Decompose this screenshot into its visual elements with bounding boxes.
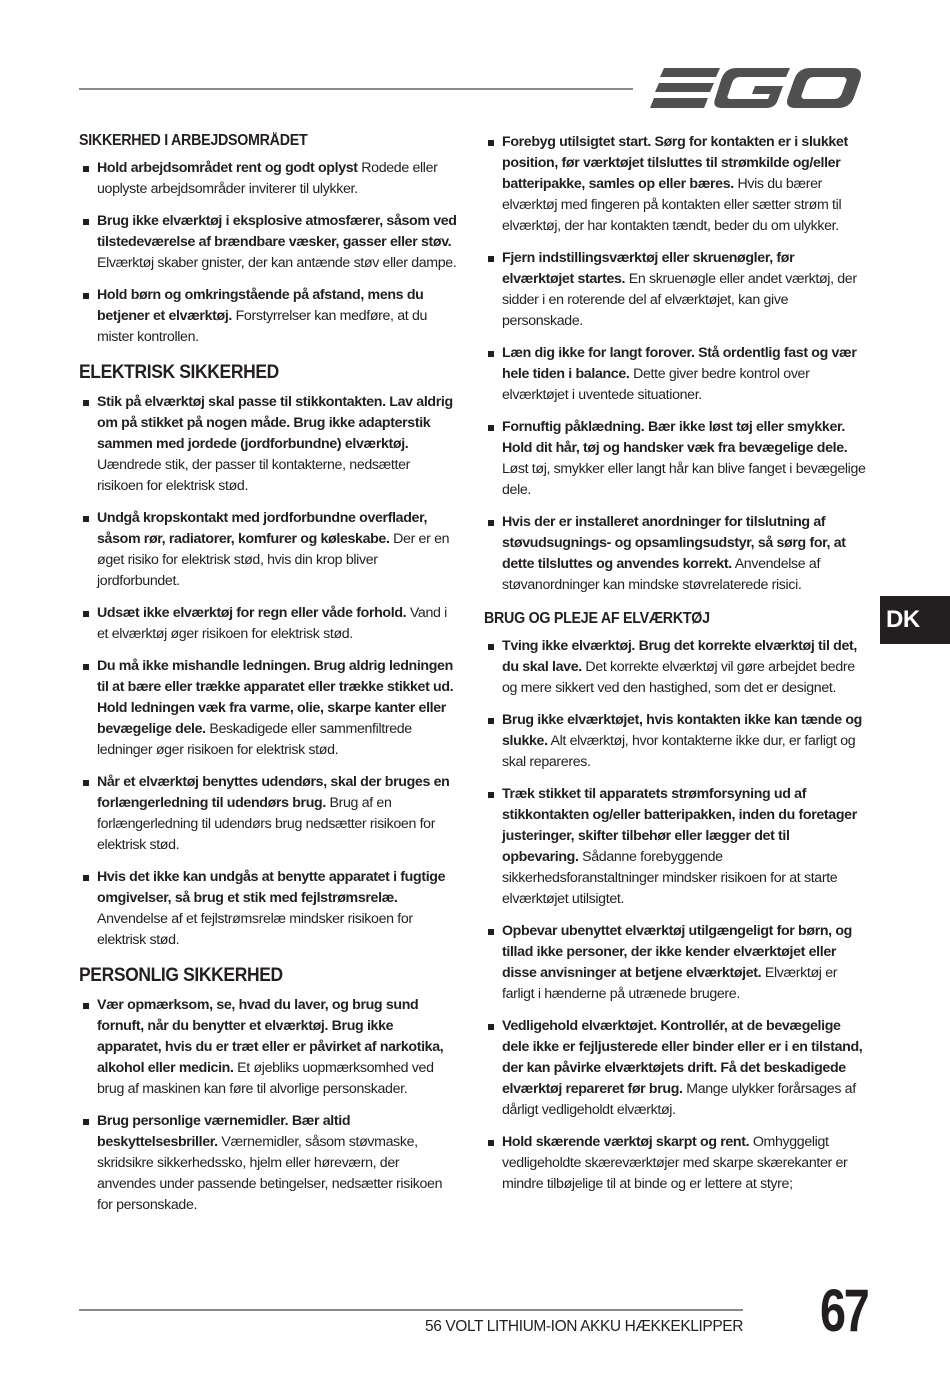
item-bold: Forebyg utilsigtet start. Sørg for kontakten er i slukket position, før værktøjet tilsluttes til strømkilde og/eller batteripakke, samles op eller bæres. — [502, 134, 848, 192]
item-text: Værnemidler, såsom støvmaske, skridsikre sikkerhedssko, hjelm eller høreværn, der anvendes under passende betingelser, nedsætter risikoen for personskade. — [97, 1134, 443, 1213]
item-bold: Når et elværktøj benyttes udendørs, skal der bruges en forlængerledning til udendørs brug. — [97, 774, 450, 811]
item-bold: Hold arbejdsområdet rent og godt oplyst — [97, 160, 358, 176]
item-bold: Hvis det ikke kan undgås at benytte apparatet i fugtige omgivelser, så brug et stik med fejlstrømsrelæ. — [97, 869, 446, 906]
item-bold: Brug personlige værnemidler. Bær altid beskyttelsesbriller. — [97, 1113, 351, 1150]
item-text: Omhyggeligt vedligeholdte skæreværktøjer med skarpe skærekanter er mindre tilbøjelige til at binde og er lettere at styre; — [502, 1134, 848, 1192]
item-bold: Brug ikke elværktøj i eksplosive atmosfærer, såsom ved tilstedeværelse af brændbare væsker, gasser eller støv. — [97, 213, 457, 250]
item-text: Det korrekte elværktøj vil gøre arbejdet bedre og mere sikkert ved den hastighed, som det er designet. — [502, 659, 855, 696]
list-item — [484, 512, 866, 596]
item-bold: Træk stikket til apparatets strømforsyning ud af stikkontakten og/eller batteripakken, inden du foretager justeringer, skifter tilbehør eller lægger det til opbevaring. — [502, 786, 857, 865]
electrical-list — [79, 392, 459, 951]
ego-logo — [650, 64, 862, 112]
item-text: Alt elværktøj, hvor kontakterne ikke dur, er farligt og skal repareres. — [502, 733, 856, 770]
list-item — [484, 248, 866, 332]
list-item — [79, 392, 459, 497]
item-bold: Hvis der er installeret anordninger for tilslutning af støvudsugnings- og opsamlingsudstyr, så sørg for, at dette tilsluttes og anvendes korrekt. — [502, 514, 846, 572]
item-bold: Hold skærende værktøj skarpt og rent. — [502, 1134, 750, 1150]
list-item — [484, 343, 866, 406]
list-item — [484, 784, 866, 910]
item-text: Elværktøj er farligt i hænderne på utrænede brugere. — [502, 965, 838, 1002]
section-heading-electrical: ELEKTRISK SIKKERHED — [79, 362, 279, 383]
item-bold: Opbevar ubenyttet elværktøj utilgængeligt for børn, og tillad ikke personer, der ikke kender elværktøjet eller disse anvisninger at betjene elværktøjet. — [502, 923, 852, 981]
item-text: Elværktøj skaber gnister, der kan antænde støv eller dampe. — [97, 255, 457, 271]
item-bold: Du må ikke mishandle ledningen. Brug aldrig ledningen til at bære eller trække apparatet eller trække stikket ud. Hold ledningen væk fra varme, olie, skarpe kanter eller bevægelige dele. — [97, 658, 454, 737]
item-text: Dette giver bedre kontrol over elværktøjet i uventede situationer. — [502, 366, 810, 403]
list-item — [79, 656, 459, 761]
header-rule — [79, 88, 633, 90]
list-item — [79, 867, 459, 951]
item-text: Anvendelse af et fejlstrømsrelæ mindsker risikoen for elektrisk stød. — [97, 911, 413, 948]
item-text: Et øjebliks uopmærksomhed ved brug af maskinen kan føre til alvorlige personskader. — [97, 1060, 434, 1097]
item-text: Hvis du bærer elværktøj med fingeren på kontakten eller sætter strøm til elværktøj, der har kontakten tændt, beder du om ulykker. — [502, 176, 842, 234]
list-item — [79, 995, 459, 1100]
item-text: Uændrede stik, der passer til kontakterne, nedsætter risikoen for elektrisk stød. — [97, 457, 411, 494]
list-item — [79, 772, 459, 856]
item-bold: Fornuftig påklædning. Bær ikke løst tøj eller smykker. Hold dit hår, tøj og handsker væk fra bevægelige dele. — [502, 419, 848, 456]
item-bold: Fjern indstillingsværktøj eller skruenøgler, før elværktøjet startes. — [502, 250, 795, 287]
list-item — [484, 1016, 866, 1121]
personal-list — [79, 995, 459, 1216]
page-number: 67 — [820, 1277, 868, 1344]
item-text: Sådanne forebyggende sikkerhedsforanstaltninger mindsker risikoen for at starte elværktøjet utilsigtet. — [502, 849, 838, 907]
item-text: Anvendelse af støvanordninger kan mindske støvrelaterede risici. — [502, 556, 821, 593]
work-area-list — [79, 158, 459, 348]
item-bold: Vedligehold elværktøjet. Kontrollér, at de bevægelige dele ikke er fejljusterede eller binder eller er i en tilstand, der kan påvirke elværktøjets drift. Få det beskadigede elværktøj repareret før brug. — [502, 1018, 863, 1097]
item-bold: Tving ikke elværktøj. Brug det korrekte elværktøj til det, du skal lave. — [502, 638, 857, 675]
item-text: Rodede eller uoplyste arbejdsområder inviterer til ulykker. — [97, 160, 438, 197]
footer-title: 56 VOLT LITHIUM-ION AKKU HÆKKEKLIPPER — [425, 1318, 743, 1335]
item-bold: Udsæt ikke elværktøj for regn eller våde forhold. — [97, 605, 407, 621]
item-bold: Stik på elværktøj skal passe til stikkontakten. Lav aldrig om på stikket på nogen måde. Brug ikke adapterstik sammen med jordede (jordforbundne) elværktøj. — [97, 394, 453, 452]
item-text: Beskadigede eller sammenfiltrede ledninger øger risikoen for elektrisk stød. — [97, 721, 412, 758]
list-item — [484, 710, 866, 773]
item-bold: Brug ikke elværktøjet, hvis kontakten ikke kan tænde og slukke. — [502, 712, 862, 749]
item-text: Der er en øget risiko for elektrisk stød, hvis din krop bliver jordforbundet. — [97, 531, 450, 589]
list-item — [484, 1132, 866, 1195]
item-bold: Læn dig ikke for langt forover. Stå ordentlig fast og vær hele tiden i balance. — [502, 345, 857, 382]
list-item — [484, 132, 866, 237]
item-bold: Hold børn og omkringstående på afstand, mens du betjener et elværktøj. — [97, 287, 424, 324]
list-item — [79, 158, 459, 200]
section-heading-personal: PERSONLIG SIKKERHED — [79, 965, 283, 986]
list-item — [484, 921, 866, 1005]
list-item — [79, 603, 459, 645]
left-column — [79, 132, 459, 1230]
list-item — [79, 508, 459, 592]
personal-list-continued — [484, 132, 866, 596]
section-heading-tool-care: BRUG OG PLEJE AF ELVÆRKTØJ — [484, 610, 710, 627]
list-item — [79, 1111, 459, 1216]
section-heading-work-area: SIKKERHED I ARBEJDSOMRÅDET — [79, 132, 308, 149]
list-item — [79, 285, 459, 348]
item-text: Vand i et elværktøj øger risikoen for elektrisk stød. — [97, 605, 447, 642]
item-text: Mange ulykker forårsages af dårligt vedligeholdt elværktøj. — [502, 1081, 856, 1118]
item-text: Forstyrrelser kan medføre, at du mister kontrollen. — [97, 308, 428, 345]
item-text: Løst tøj, smykker eller langt hår kan blive fanget i bevægelige dele. — [502, 461, 866, 498]
item-bold: Undgå kropskontakt med jordforbundne overflader, såsom rør, radiatorer, komfurer og køleskabe. — [97, 510, 428, 547]
list-item — [79, 211, 459, 274]
language-tab: DK — [880, 596, 950, 644]
tool-care-list — [484, 636, 866, 1195]
item-text: Brug af en forlængerledning til udendørs brug nedsætter risikoen for elektrisk stød. — [97, 795, 436, 853]
list-item — [484, 636, 866, 699]
list-item — [484, 417, 866, 501]
item-text: En skruenøgle eller andet værktøj, der sidder i en roterende del af elværktøjet, kan give personskade. — [502, 271, 857, 329]
item-bold: Vær opmærksom, se, hvad du laver, og brug sund fornuft, når du benytter et elværktøj. Brug ikke apparatet, hvis du er træt eller er påvirket af narkotika, alkohol eller medicin. — [97, 997, 444, 1076]
footer-rule — [79, 1309, 743, 1311]
right-column — [484, 132, 866, 1209]
